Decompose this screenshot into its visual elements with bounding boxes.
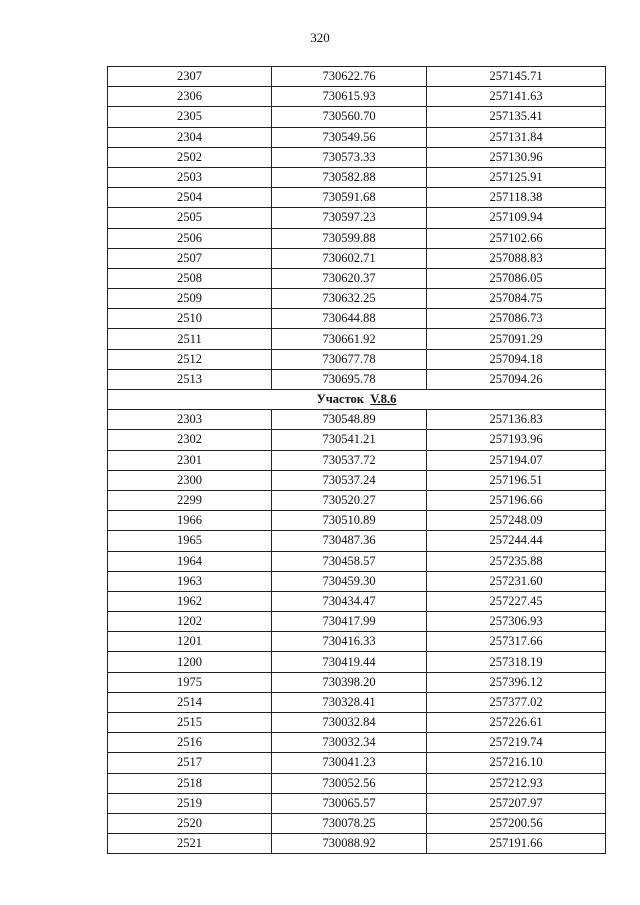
table-row bbox=[108, 107, 606, 127]
table-row bbox=[108, 672, 606, 692]
x-coordinate-cell: 730417.99 bbox=[272, 612, 427, 632]
point-number-cell: 2517 bbox=[108, 753, 272, 773]
table-row bbox=[108, 248, 606, 268]
y-coordinate-cell: 257191.66 bbox=[427, 834, 606, 854]
table-row bbox=[108, 612, 606, 632]
point-number-cell: 2303 bbox=[108, 410, 272, 430]
y-coordinate-cell: 257196.66 bbox=[427, 490, 606, 510]
x-coordinate-cell: 730620.37 bbox=[272, 268, 427, 288]
x-coordinate-cell: 730065.57 bbox=[272, 793, 427, 813]
x-coordinate-cell: 730041.23 bbox=[272, 753, 427, 773]
table-row bbox=[108, 329, 606, 349]
x-coordinate-cell: 730541.21 bbox=[272, 430, 427, 450]
y-coordinate-cell: 257207.97 bbox=[427, 793, 606, 813]
y-coordinate-cell: 257130.96 bbox=[427, 147, 606, 167]
point-number-cell: 1966 bbox=[108, 511, 272, 531]
x-coordinate-cell: 730328.41 bbox=[272, 692, 427, 712]
point-number-cell: 1964 bbox=[108, 551, 272, 571]
point-number-cell: 2304 bbox=[108, 127, 272, 147]
y-coordinate-cell: 257145.71 bbox=[427, 67, 606, 87]
point-number-cell: 2301 bbox=[108, 450, 272, 470]
x-coordinate-cell: 730677.78 bbox=[272, 349, 427, 369]
y-coordinate-cell: 257131.84 bbox=[427, 127, 606, 147]
point-number-cell: 2512 bbox=[108, 349, 272, 369]
y-coordinate-cell: 257248.09 bbox=[427, 511, 606, 531]
x-coordinate-cell: 730644.88 bbox=[272, 309, 427, 329]
x-coordinate-cell: 730537.24 bbox=[272, 470, 427, 490]
y-coordinate-cell: 257136.83 bbox=[427, 410, 606, 430]
section-header-row bbox=[108, 390, 606, 410]
table-row bbox=[108, 591, 606, 611]
point-number-cell: 2504 bbox=[108, 188, 272, 208]
table-row bbox=[108, 652, 606, 672]
y-coordinate-cell: 257219.74 bbox=[427, 733, 606, 753]
point-number-cell: 2502 bbox=[108, 147, 272, 167]
table-row bbox=[108, 753, 606, 773]
y-coordinate-cell: 257226.61 bbox=[427, 713, 606, 733]
table-row bbox=[108, 490, 606, 510]
y-coordinate-cell: 257091.29 bbox=[427, 329, 606, 349]
table-row bbox=[108, 228, 606, 248]
point-number-cell: 2511 bbox=[108, 329, 272, 349]
y-coordinate-cell: 257086.05 bbox=[427, 268, 606, 288]
table-row bbox=[108, 87, 606, 107]
page-number: 320 bbox=[310, 30, 330, 45]
point-number-cell: 2505 bbox=[108, 208, 272, 228]
table-row bbox=[108, 470, 606, 490]
table-row bbox=[108, 268, 606, 288]
y-coordinate-cell: 257086.73 bbox=[427, 309, 606, 329]
y-coordinate-cell: 257216.10 bbox=[427, 753, 606, 773]
x-coordinate-cell: 730088.92 bbox=[272, 834, 427, 854]
table-row bbox=[108, 67, 606, 87]
point-number-cell: 2503 bbox=[108, 167, 272, 187]
rows-after-section bbox=[108, 410, 606, 854]
x-coordinate-cell: 730434.47 bbox=[272, 591, 427, 611]
y-coordinate-cell: 257193.96 bbox=[427, 430, 606, 450]
point-number-cell: 2302 bbox=[108, 430, 272, 450]
y-coordinate-cell: 257102.66 bbox=[427, 228, 606, 248]
table-row bbox=[108, 289, 606, 309]
point-number-cell: 2518 bbox=[108, 773, 272, 793]
point-number-cell: 2510 bbox=[108, 309, 272, 329]
y-coordinate-cell: 257094.26 bbox=[427, 369, 606, 389]
x-coordinate-cell: 730549.56 bbox=[272, 127, 427, 147]
y-coordinate-cell: 257196.51 bbox=[427, 470, 606, 490]
x-coordinate-cell: 730032.34 bbox=[272, 733, 427, 753]
section-label: Участок bbox=[316, 392, 365, 407]
table-row bbox=[108, 349, 606, 369]
table-row bbox=[108, 713, 606, 733]
x-coordinate-cell: 730458.57 bbox=[272, 551, 427, 571]
section-header bbox=[108, 390, 606, 410]
table-row bbox=[108, 692, 606, 712]
table-row bbox=[108, 430, 606, 450]
table-row bbox=[108, 733, 606, 753]
point-number-cell: 2509 bbox=[108, 289, 272, 309]
x-coordinate-cell: 730078.25 bbox=[272, 813, 427, 833]
point-number-cell: 2307 bbox=[108, 67, 272, 87]
section-title bbox=[108, 390, 606, 410]
table-row bbox=[108, 793, 606, 813]
section-code: V.8.6 bbox=[370, 392, 397, 407]
point-number-cell: 1962 bbox=[108, 591, 272, 611]
y-coordinate-cell: 257244.44 bbox=[427, 531, 606, 551]
y-coordinate-cell: 257141.63 bbox=[427, 87, 606, 107]
x-coordinate-cell: 730052.56 bbox=[272, 773, 427, 793]
x-coordinate-cell: 730520.27 bbox=[272, 490, 427, 510]
point-number-cell: 1975 bbox=[108, 672, 272, 692]
y-coordinate-cell: 257212.93 bbox=[427, 773, 606, 793]
table-row bbox=[108, 632, 606, 652]
x-coordinate-cell: 730548.89 bbox=[272, 410, 427, 430]
x-coordinate-cell: 730560.70 bbox=[272, 107, 427, 127]
y-coordinate-cell: 257118.38 bbox=[427, 188, 606, 208]
y-coordinate-cell: 257377.02 bbox=[427, 692, 606, 712]
x-coordinate-cell: 730597.23 bbox=[272, 208, 427, 228]
point-number-cell: 2519 bbox=[108, 793, 272, 813]
y-coordinate-cell: 257306.93 bbox=[427, 612, 606, 632]
x-coordinate-cell: 730398.20 bbox=[272, 672, 427, 692]
point-number-cell: 2300 bbox=[108, 470, 272, 490]
table-row bbox=[108, 531, 606, 551]
y-coordinate-cell: 257396.12 bbox=[427, 672, 606, 692]
point-number-cell: 1965 bbox=[108, 531, 272, 551]
x-coordinate-cell: 730032.84 bbox=[272, 713, 427, 733]
y-coordinate-cell: 257235.88 bbox=[427, 551, 606, 571]
point-number-cell: 2515 bbox=[108, 713, 272, 733]
y-coordinate-cell: 257125.91 bbox=[427, 167, 606, 187]
y-coordinate-cell: 257109.94 bbox=[427, 208, 606, 228]
x-coordinate-cell: 730537.72 bbox=[272, 450, 427, 470]
table-row bbox=[108, 410, 606, 430]
y-coordinate-cell: 257227.45 bbox=[427, 591, 606, 611]
x-coordinate-cell: 730661.92 bbox=[272, 329, 427, 349]
point-number-cell: 1202 bbox=[108, 612, 272, 632]
table-row bbox=[108, 571, 606, 591]
x-coordinate-cell: 730510.89 bbox=[272, 511, 427, 531]
table-row bbox=[108, 208, 606, 228]
table-row bbox=[108, 511, 606, 531]
x-coordinate-cell: 730416.33 bbox=[272, 632, 427, 652]
table-row bbox=[108, 450, 606, 470]
point-number-cell: 2506 bbox=[108, 228, 272, 248]
point-number-cell: 2507 bbox=[108, 248, 272, 268]
y-coordinate-cell: 257317.66 bbox=[427, 632, 606, 652]
table-row bbox=[108, 773, 606, 793]
x-coordinate-cell: 730582.88 bbox=[272, 167, 427, 187]
y-coordinate-cell: 257231.60 bbox=[427, 571, 606, 591]
x-coordinate-cell: 730591.68 bbox=[272, 188, 427, 208]
table-row bbox=[108, 551, 606, 571]
coordinates-table bbox=[107, 66, 606, 854]
table-row bbox=[108, 188, 606, 208]
y-coordinate-cell: 257135.41 bbox=[427, 107, 606, 127]
point-number-cell: 1201 bbox=[108, 632, 272, 652]
point-number-cell: 2521 bbox=[108, 834, 272, 854]
table-row bbox=[108, 147, 606, 167]
table-row bbox=[108, 167, 606, 187]
point-number-cell: 2299 bbox=[108, 490, 272, 510]
y-coordinate-cell: 257088.83 bbox=[427, 248, 606, 268]
x-coordinate-cell: 730419.44 bbox=[272, 652, 427, 672]
point-number-cell: 2513 bbox=[108, 369, 272, 389]
x-coordinate-cell: 730573.33 bbox=[272, 147, 427, 167]
rows-before-section bbox=[108, 67, 606, 390]
point-number-cell: 1963 bbox=[108, 571, 272, 591]
point-number-cell: 2306 bbox=[108, 87, 272, 107]
point-number-cell: 2514 bbox=[108, 692, 272, 712]
x-coordinate-cell: 730487.36 bbox=[272, 531, 427, 551]
table-row bbox=[108, 309, 606, 329]
y-coordinate-cell: 257084.75 bbox=[427, 289, 606, 309]
x-coordinate-cell: 730622.76 bbox=[272, 67, 427, 87]
x-coordinate-cell: 730459.30 bbox=[272, 571, 427, 591]
x-coordinate-cell: 730632.25 bbox=[272, 289, 427, 309]
y-coordinate-cell: 257200.56 bbox=[427, 813, 606, 833]
point-number-cell: 1200 bbox=[108, 652, 272, 672]
point-number-cell: 2516 bbox=[108, 733, 272, 753]
x-coordinate-cell: 730695.78 bbox=[272, 369, 427, 389]
table-row bbox=[108, 369, 606, 389]
y-coordinate-cell: 257318.19 bbox=[427, 652, 606, 672]
point-number-cell: 2520 bbox=[108, 813, 272, 833]
table-row bbox=[108, 813, 606, 833]
y-coordinate-cell: 257194.07 bbox=[427, 450, 606, 470]
point-number-cell: 2305 bbox=[108, 107, 272, 127]
table-row bbox=[108, 834, 606, 854]
x-coordinate-cell: 730602.71 bbox=[272, 248, 427, 268]
x-coordinate-cell: 730615.93 bbox=[272, 87, 427, 107]
x-coordinate-cell: 730599.88 bbox=[272, 228, 427, 248]
point-number-cell: 2508 bbox=[108, 268, 272, 288]
table-row bbox=[108, 127, 606, 147]
y-coordinate-cell: 257094.18 bbox=[427, 349, 606, 369]
